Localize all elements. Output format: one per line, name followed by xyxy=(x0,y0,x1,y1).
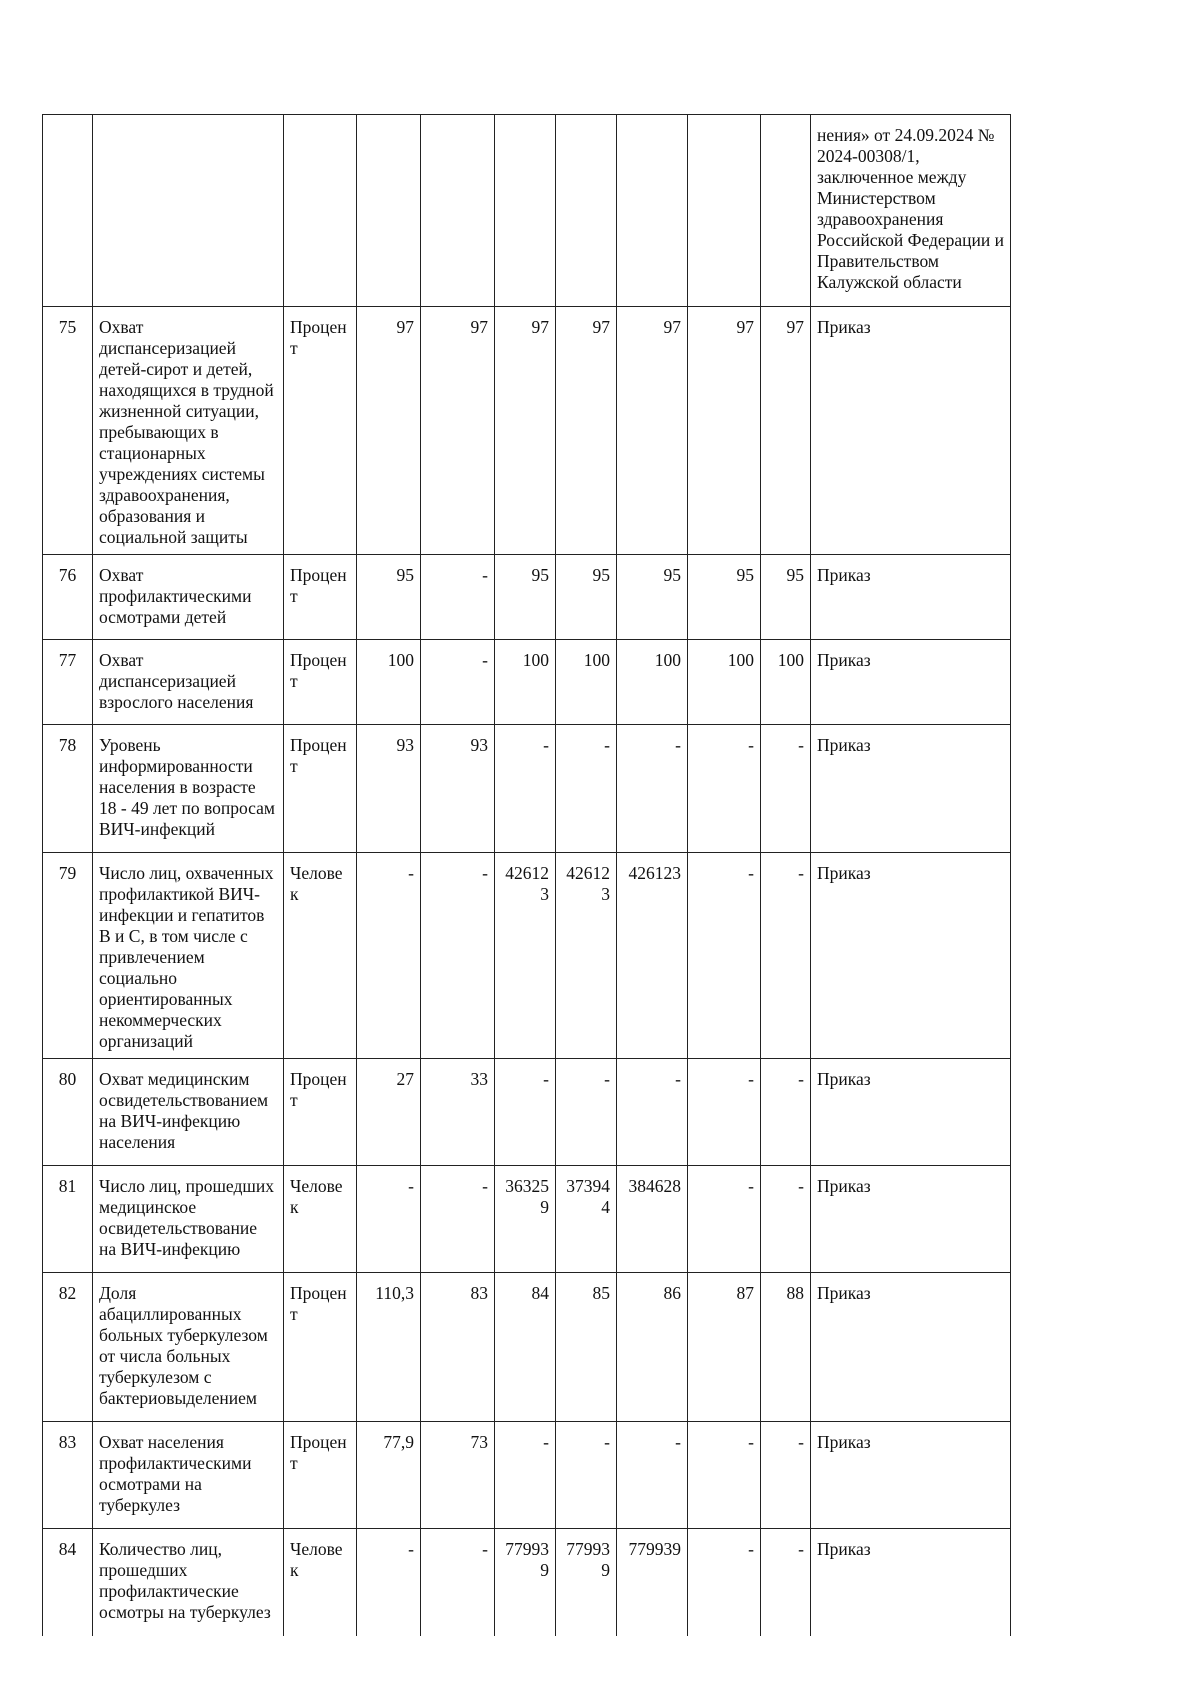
value-cell: - xyxy=(556,1422,617,1529)
value-cell: - xyxy=(688,1422,761,1529)
value-cell: 100 xyxy=(761,640,811,725)
indicator-name: Охват медицинским освидетельствованием на ВИЧ-инфекцию населения xyxy=(93,1059,284,1166)
value-cell xyxy=(556,115,617,307)
value-cell: 100 xyxy=(357,640,421,725)
value-cell: 95 xyxy=(617,555,688,640)
unit-of-measure: Процент xyxy=(284,1059,357,1166)
value-cell: - xyxy=(556,725,617,853)
row-number: 77 xyxy=(43,640,93,725)
value-cell: 84 xyxy=(495,1273,556,1422)
source-document: Приказ xyxy=(811,1422,1011,1529)
unit-of-measure: Процент xyxy=(284,640,357,725)
table-row xyxy=(43,115,1011,307)
indicator-name: Охват диспансеризацией взрослого населения xyxy=(93,640,284,725)
value-cell: - xyxy=(761,1059,811,1166)
value-cell: - xyxy=(357,1529,421,1636)
value-cell: 97 xyxy=(556,307,617,555)
value-cell: 95 xyxy=(495,555,556,640)
table-row xyxy=(43,1166,1011,1273)
unit-of-measure: Процент xyxy=(284,1422,357,1529)
unit-of-measure: Процент xyxy=(284,725,357,853)
value-cell: 384628 xyxy=(617,1166,688,1273)
value-cell: - xyxy=(617,1422,688,1529)
value-cell: 87 xyxy=(688,1273,761,1422)
unit-of-measure: Человек xyxy=(284,1166,357,1273)
unit-of-measure xyxy=(284,115,357,307)
value-cell: 426123 xyxy=(495,853,556,1059)
value-cell: 426123 xyxy=(556,853,617,1059)
unit-of-measure: Процент xyxy=(284,1273,357,1422)
table-row xyxy=(43,555,1011,640)
value-cell: 95 xyxy=(357,555,421,640)
value-cell: - xyxy=(761,1529,811,1636)
value-cell: - xyxy=(421,640,495,725)
table-body xyxy=(43,115,1011,1636)
value-cell: - xyxy=(421,1166,495,1273)
value-cell: 97 xyxy=(617,307,688,555)
value-cell: 373944 xyxy=(556,1166,617,1273)
value-cell: 110,3 xyxy=(357,1273,421,1422)
value-cell: 100 xyxy=(495,640,556,725)
table-row xyxy=(43,307,1011,555)
value-cell: 100 xyxy=(617,640,688,725)
value-cell: - xyxy=(761,725,811,853)
table-row xyxy=(43,1422,1011,1529)
source-document: Приказ xyxy=(811,307,1011,555)
source-document: Приказ xyxy=(811,725,1011,853)
value-cell: 97 xyxy=(421,307,495,555)
value-cell: - xyxy=(421,1529,495,1636)
value-cell: 779939 xyxy=(556,1529,617,1636)
value-cell xyxy=(495,115,556,307)
indicator-name: Доля абациллированных больных туберкулезом от числа больных туберкулезом с бактериовыделением xyxy=(93,1273,284,1422)
value-cell: 97 xyxy=(357,307,421,555)
value-cell: 77,9 xyxy=(357,1422,421,1529)
value-cell: - xyxy=(556,1059,617,1166)
value-cell: 100 xyxy=(556,640,617,725)
value-cell xyxy=(421,115,495,307)
value-cell: - xyxy=(688,853,761,1059)
value-cell: 73 xyxy=(421,1422,495,1529)
row-number: 76 xyxy=(43,555,93,640)
value-cell: 86 xyxy=(617,1273,688,1422)
value-cell: 100 xyxy=(688,640,761,725)
unit-of-measure: Человек xyxy=(284,853,357,1059)
unit-of-measure: Процент xyxy=(284,307,357,555)
value-cell: 85 xyxy=(556,1273,617,1422)
value-cell: 95 xyxy=(556,555,617,640)
value-cell: 95 xyxy=(688,555,761,640)
table-row xyxy=(43,1059,1011,1166)
row-number: 75 xyxy=(43,307,93,555)
indicator-name: Охват населения профилактическими осмотрами на туберкулез xyxy=(93,1422,284,1529)
source-document: Приказ xyxy=(811,1273,1011,1422)
table-row xyxy=(43,1529,1011,1636)
row-number: 82 xyxy=(43,1273,93,1422)
row-number: 78 xyxy=(43,725,93,853)
source-document: Приказ xyxy=(811,640,1011,725)
row-number: 79 xyxy=(43,853,93,1059)
value-cell: 779939 xyxy=(495,1529,556,1636)
value-cell xyxy=(357,115,421,307)
row-number: 81 xyxy=(43,1166,93,1273)
value-cell: - xyxy=(688,1059,761,1166)
indicator-name: Число лиц, прошедших медицинское освидетельствование на ВИЧ-инфекцию xyxy=(93,1166,284,1273)
value-cell: - xyxy=(495,1059,556,1166)
value-cell xyxy=(688,115,761,307)
value-cell: - xyxy=(617,725,688,853)
value-cell: - xyxy=(688,1166,761,1273)
indicator-name: Уровень информированности населения в возрасте 18 - 49 лет по вопросам ВИЧ-инфекций xyxy=(93,725,284,853)
value-cell xyxy=(617,115,688,307)
value-cell: - xyxy=(357,853,421,1059)
value-cell: 97 xyxy=(761,307,811,555)
value-cell: - xyxy=(688,725,761,853)
value-cell: 93 xyxy=(421,725,495,853)
value-cell: 426123 xyxy=(617,853,688,1059)
value-cell: 779939 xyxy=(617,1529,688,1636)
source-document: нения» от 24.09.2024 № 2024-00308/1, заключенное между Министерством здравоохранения Российской Федерации и Правительством Калужской области xyxy=(811,115,1011,307)
value-cell: 363259 xyxy=(495,1166,556,1273)
value-cell: - xyxy=(495,725,556,853)
value-cell: - xyxy=(761,1422,811,1529)
row-number xyxy=(43,115,93,307)
unit-of-measure: Человек xyxy=(284,1529,357,1636)
table-row xyxy=(43,1273,1011,1422)
value-cell: - xyxy=(421,853,495,1059)
value-cell: 33 xyxy=(421,1059,495,1166)
table-row xyxy=(43,853,1011,1059)
indicator-name: Число лиц, охваченных профилактикой ВИЧ-инфекции и гепатитов В и С, в том числе с привлечением социально ориентированных некоммерческих организаций xyxy=(93,853,284,1059)
value-cell: 83 xyxy=(421,1273,495,1422)
value-cell: 93 xyxy=(357,725,421,853)
indicator-name: Охват диспансеризацией детей-сирот и детей, находящихся в трудной жизненной ситуации, пребывающих в стационарных учреждениях системы здравоохранения, образования и социальной защиты xyxy=(93,307,284,555)
row-number: 84 xyxy=(43,1529,93,1636)
value-cell: - xyxy=(421,555,495,640)
value-cell: - xyxy=(357,1166,421,1273)
indicator-name xyxy=(93,115,284,307)
value-cell: 27 xyxy=(357,1059,421,1166)
indicators-table xyxy=(42,114,1011,1636)
value-cell xyxy=(761,115,811,307)
table-row xyxy=(43,640,1011,725)
source-document: Приказ xyxy=(811,853,1011,1059)
value-cell: 97 xyxy=(688,307,761,555)
unit-of-measure: Процент xyxy=(284,555,357,640)
value-cell: - xyxy=(617,1059,688,1166)
row-number: 83 xyxy=(43,1422,93,1529)
indicator-name: Охват профилактическими осмотрами детей xyxy=(93,555,284,640)
value-cell: - xyxy=(688,1529,761,1636)
indicator-name: Количество лиц, прошедших профилактические осмотры на туберкулез xyxy=(93,1529,284,1636)
row-number: 80 xyxy=(43,1059,93,1166)
source-document: Приказ xyxy=(811,1166,1011,1273)
value-cell: - xyxy=(495,1422,556,1529)
source-document: Приказ xyxy=(811,1059,1011,1166)
value-cell: - xyxy=(761,1166,811,1273)
value-cell: 95 xyxy=(761,555,811,640)
value-cell: 97 xyxy=(495,307,556,555)
source-document: Приказ xyxy=(811,1529,1011,1636)
value-cell: - xyxy=(761,853,811,1059)
value-cell: 88 xyxy=(761,1273,811,1422)
source-document: Приказ xyxy=(811,555,1011,640)
table-row xyxy=(43,725,1011,853)
